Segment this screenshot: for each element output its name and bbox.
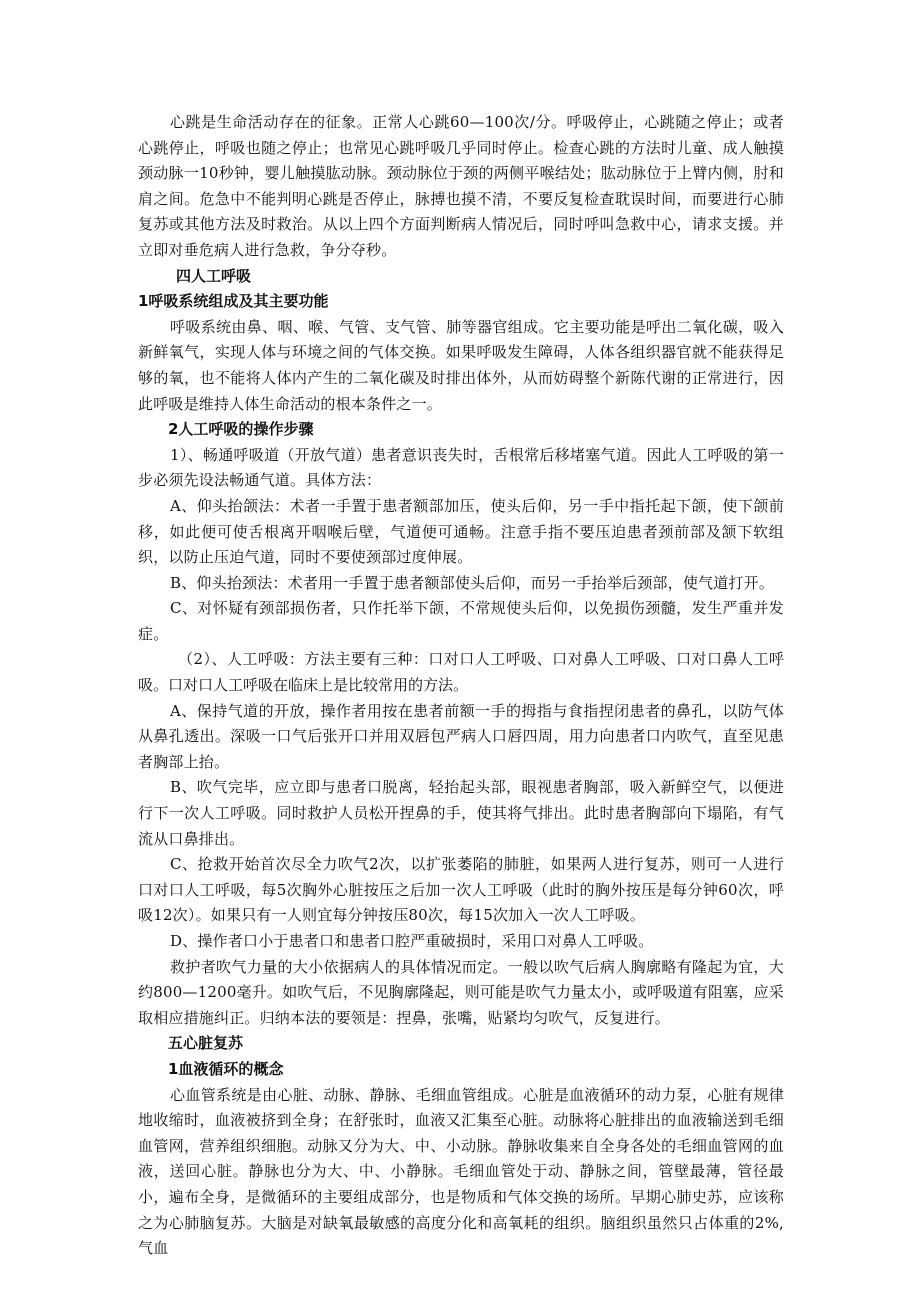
subheading-blood-circulation: 1血液循环的概念 [168,1059,284,1078]
paragraph-step-2-d: D、操作者口小于患者口和患者口腔严重破损时，采用口对鼻人工呼吸。 [170,932,654,950]
paragraph-step-2-c: C、抢救开始首次尽全力吹气2次，以扩张萎陷的肺脏，如果两人进行复苏，则可一人进行口对口人工呼吸，每5次胸外心脏按压之后加一次人工呼吸（此时的胸外按压是每分钟60次，呼吸12次）。如果只有一人则宜每分钟按压80次，每15次加入一次人工呼吸。 [138,855,784,925]
section-heading-cardiac-resuscitation: 五心脏复苏 [168,1034,244,1053]
paragraph-respiratory-system: 呼吸系统由鼻、咽、喉、气管、支气管、肺等器官组成。它主要功能是呼出二氧化碳，吸入新鲜氧气，实现人体与环境之间的气体交换。如果呼吸发生障碍，人体各组织器官就不能获得足够的氧，也不能将人体内产生的二氧化碳及时排出体外，从而妨碍整个新陈代谢的正常进行，因此呼吸是维持人体生命活动的根本条件之一。 [138,317,784,413]
paragraph-blow-force: 救护者吹气力量的大小依据病人的具体情况而定。一般以吹气后病人胸廓略有隆起为宜，大约800—1200毫升。如吹气后，不见胸廓隆起，则可能是吹气力量太小，或呼吸道有阻塞，应采取相应措施纠正。归纳本法的要领是：捏鼻，张嘴，贴紧均匀吹气，反复进行。 [138,957,784,1027]
subheading-operation-steps: 2人工呼吸的操作步骤 [168,420,314,439]
paragraph-step-1-b: B、仰头抬颈法：术者用一手置于患者额部使头后仰，而另一手抬举后颈部，使气道打开。 [170,573,775,592]
paragraph-heartbeat: 心跳是生命活动存在的征象。正常人心跳60—100次/分。呼吸停止，心跳随之停止；或者心跳停止，呼吸也随之停止；也常见心跳呼吸几乎同时停止。检查心跳的方法时儿童、成人触摸颈动脉一10秒钟，婴儿触摸肱动脉。颈动脉位于颈的两侧平喉结处；肱动脉位于上臂内侧，肘和肩之间。危急中不能判明心跳是否停止，脉搏也摸不清，不要反复检查耽误时间，而要进行心肺复苏或其他方法及时救治。从以上四个方面判断病人情况后，同时呼叫急救中心，请求支援。并立即对垂危病人进行急救，争分夺秒。 [138,113,784,259]
paragraph-step-1-c: C、对怀疑有颈部损伤者，只作托举下颌，不常规使头后仰，以免损伤颈髓，发生严重并发症。 [138,599,784,643]
paragraph-blood-circulation: 心血管系统是由心脏、动脉、静脉、毛细血管组成。心脏是血液循环的动力泵，心脏有规律地收缩时，血液被挤到全身；在舒张时，血液又汇集至心脏。动脉将心脏排出的血液输送到毛细血管网，营养组织细胞。动脉又分为大、中、小动脉。静脉收集来自全身各处的毛细血管网的血液，送回心脏。静脉也分为大、中、小静脉。毛细血管处于动、静脉之间，管壁最薄，管径最小，遍布全身，是微循环的主要组成部分，也是物质和气体交换的场所。早期心肺史苏，应该称之为心肺脑复苏。大脑是对缺氧最敏感的高度分化和高氧耗的组织。脑组织虽然只占体重的2%,气血 [138,1085,784,1258]
paragraph-step-1-airway: 1）、畅通呼吸道（开放气道）患者意识丧失时，舌根常后移堵塞气道。因此人工呼吸的第一步必须先设法畅通气道。具体方法： [138,445,784,490]
paragraph-step-2-a: A、保持气道的开放，操作者用按在患者前额一手的拇指与食指捏闭患者的鼻孔，以防气体从鼻孔透出。深吸一口气后张开口并用双唇包严病人口唇四周，用力向患者口内吹气，直至见患者胸部上抬。 [138,701,784,771]
subheading-respiratory-system: 1呼吸系统组成及其主要功能 [138,292,329,311]
paragraph-step-2-b: B、吹气完毕，应立即与患者口脱离，轻抬起头部，眼视患者胸部，吸入新鲜空气，以便进行下一次人工呼吸。同时救护人员松开捏鼻的手，使其将气排出。此时患者胸部向下塌陷，有气流从口鼻排出。 [138,778,784,848]
section-heading-artificial-respiration: 四人工呼吸 [176,266,252,285]
document-body [138,110,784,1262]
paragraph-step-2-methods: （2）、人工呼吸：方法主要有三种：口对口人工呼吸、口对鼻人工呼吸、口对口鼻人工呼吸。口对口人工呼吸在临床上是比较常用的方法。 [138,650,784,695]
paragraph-step-1-a: A、仰头抬颌法：术者一手置于患者额部加压，使头后仰，另一手中指托起下颌，使下颌前移，如此便可使舌根离开咽喉后壁，气道便可通畅。注意手指不要压迫患者颈前部及颔下软组织，以防止压迫气道，同时不要使颈部过度伸展。 [138,496,784,567]
